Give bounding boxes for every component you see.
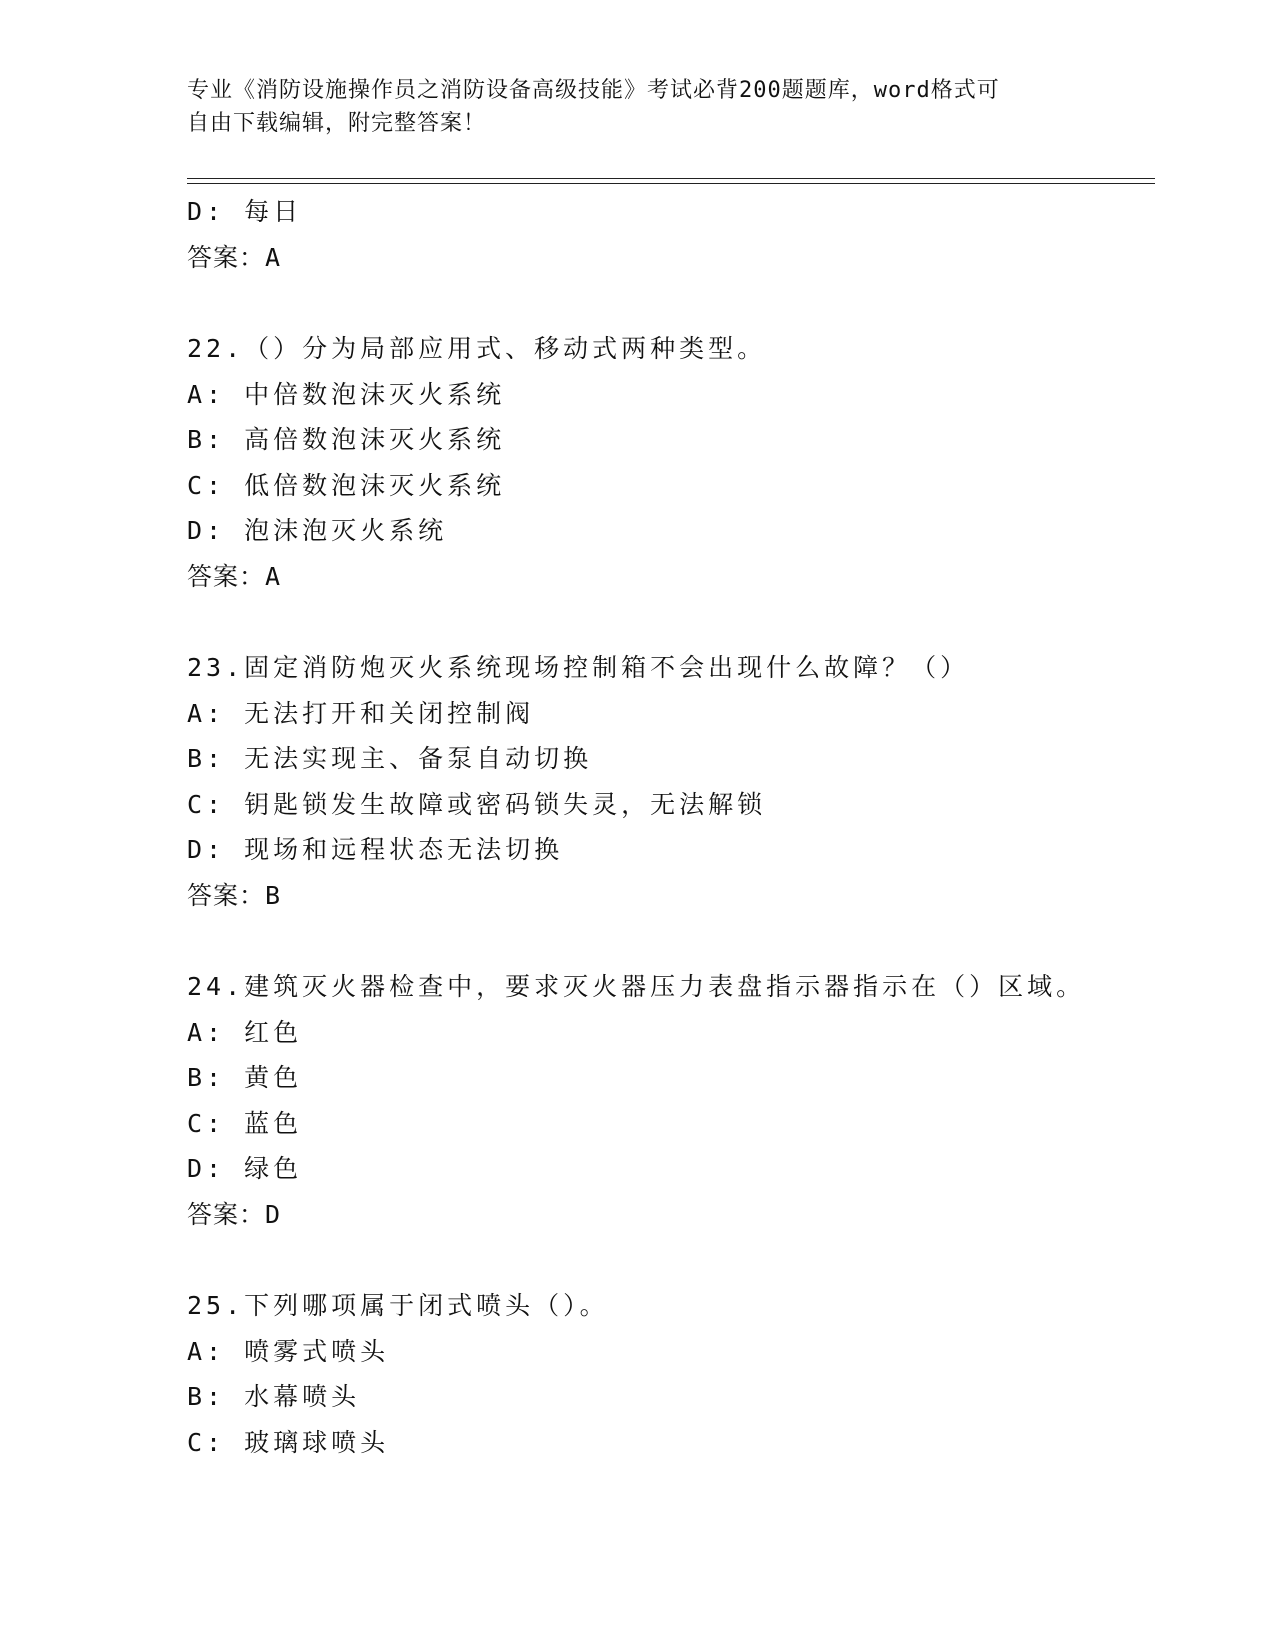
question-list bbox=[187, 189, 1147, 1465]
document-header bbox=[187, 74, 1087, 140]
question-25 bbox=[187, 1283, 1147, 1465]
answer-line: 答案：A bbox=[187, 242, 282, 272]
spacer bbox=[187, 1237, 1147, 1283]
option-c: C: 钥匙锁发生故障或密码锁失灵，无法解锁 bbox=[187, 789, 767, 819]
question-stem: 24.建筑灭火器检查中，要求灭火器压力表盘指示器指示在（）区域。 bbox=[187, 972, 1086, 1001]
header-line-1: 专业《消防设施操作员之消防设备高级技能》考试必背200题题库，word格式可 bbox=[187, 78, 1000, 103]
question-24 bbox=[187, 964, 1147, 1237]
option-a: A: 红色 bbox=[187, 1017, 303, 1047]
option-c: C: 低倍数泡沫灭火系统 bbox=[187, 470, 506, 500]
option-d: D: 每日 bbox=[187, 197, 303, 226]
header-divider-top bbox=[187, 178, 1155, 179]
question-22 bbox=[187, 326, 1147, 599]
option-b: B: 无法实现主、备泵自动切换 bbox=[187, 744, 593, 773]
option-c: C: 蓝色 bbox=[187, 1108, 303, 1138]
option-d: D: 泡沫泡灭火系统 bbox=[187, 516, 448, 545]
question-stem: 23.固定消防炮灭火系统现场控制箱不会出现什么故障？（） bbox=[187, 653, 970, 682]
answer-line: 答案：D bbox=[187, 1199, 282, 1229]
header-divider-bottom bbox=[187, 183, 1155, 184]
spacer bbox=[187, 280, 1147, 326]
option-a: A: 喷雾式喷头 bbox=[187, 1336, 390, 1366]
question-23 bbox=[187, 645, 1147, 918]
header-line-2: 自由下载编辑，附完整答案！ bbox=[187, 111, 487, 136]
option-b: B: 高倍数泡沫灭火系统 bbox=[187, 425, 506, 454]
option-d: D: 绿色 bbox=[187, 1154, 303, 1183]
option-a: A: 中倍数泡沫灭火系统 bbox=[187, 379, 506, 409]
answer-line: 答案：B bbox=[187, 880, 282, 910]
spacer bbox=[187, 918, 1147, 964]
option-b: B: 水幕喷头 bbox=[187, 1382, 361, 1411]
spacer bbox=[187, 599, 1147, 645]
question-stem: 22.（）分为局部应用式、移动式两种类型。 bbox=[187, 334, 767, 363]
question-21-tail bbox=[187, 189, 1147, 280]
option-b: B: 黄色 bbox=[187, 1063, 303, 1092]
question-stem: 25.下列哪项属于闭式喷头（）。 bbox=[187, 1291, 609, 1320]
option-c: C: 玻璃球喷头 bbox=[187, 1427, 390, 1457]
option-d: D: 现场和远程状态无法切换 bbox=[187, 835, 564, 864]
answer-line: 答案：A bbox=[187, 561, 282, 591]
option-a: A: 无法打开和关闭控制阀 bbox=[187, 698, 535, 728]
